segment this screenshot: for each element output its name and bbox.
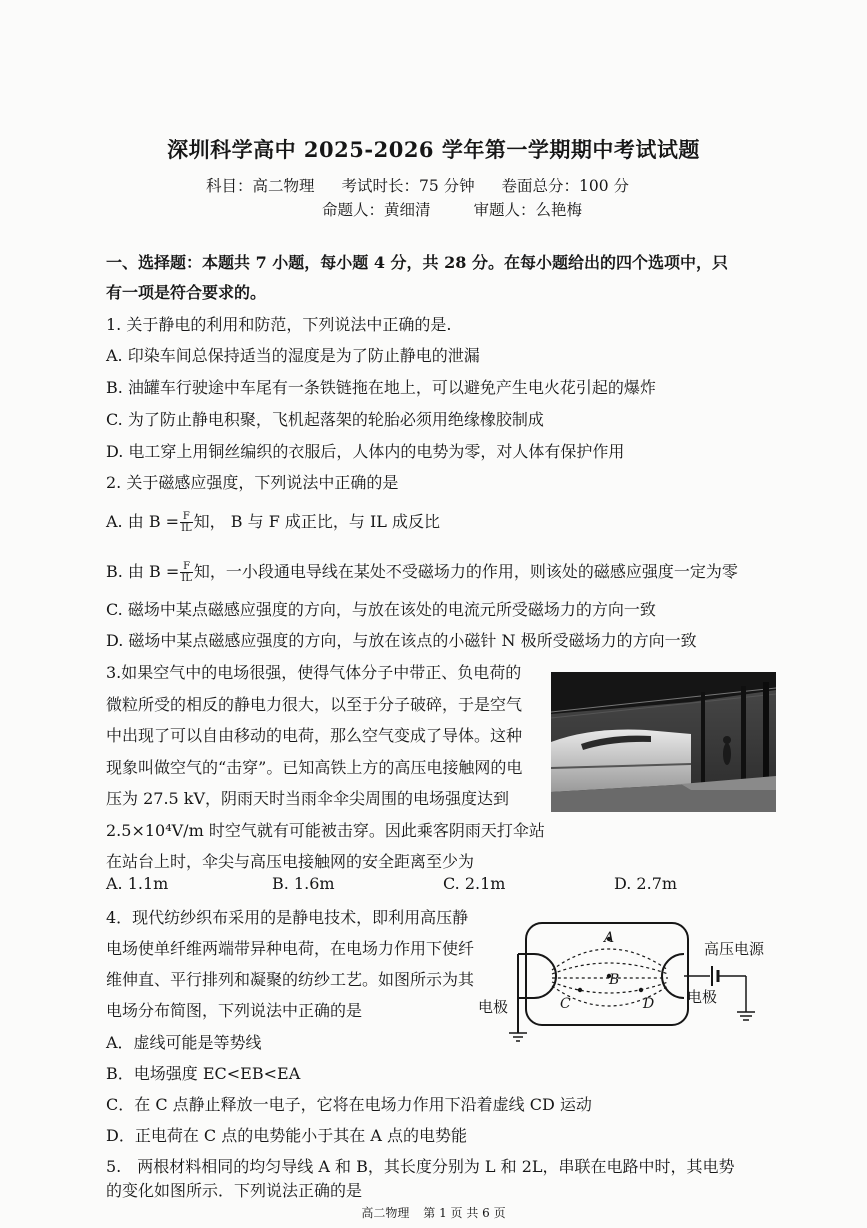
q3-option-a: A. 1.1m xyxy=(106,874,169,893)
q3-option-c: C. 2.1m xyxy=(443,874,506,893)
fraction-denominator: IL xyxy=(181,573,192,584)
q2-option-b-suffix: 知，一小段通电导线在某处不受磁场力的作用，则该处的磁感应强度一定为零 xyxy=(193,562,738,581)
left-electrode-label: 电极 xyxy=(478,998,509,1016)
q5-line1: 5. 两根材料相同的均匀导线 A 和 B，其长度分别为 L 和 2L，串联在电路中时，其电势 xyxy=(106,1157,735,1176)
fraction-numerator: F xyxy=(180,561,193,573)
point-a-label: A xyxy=(604,930,615,946)
q4-line: 电场使单纤维两端带异种电荷，在电场力作用下使纤 xyxy=(106,939,475,958)
section-intro-line1: 一、选择题：本题共 7 小题，每小题 4 分，共 28 分。在每小题给出的四个选项中，只 xyxy=(106,253,728,272)
q2-formula-fraction xyxy=(180,561,193,584)
q3-line: 2.5×10⁴V/m 时空气就有可能被击穿。因此乘客阴雨天打伞站 xyxy=(106,821,545,840)
q2-option-a-prefix: A. 由 B = xyxy=(106,512,180,531)
q1-option-c: C. 为了防止静电积聚，飞机起落架的轮胎必须用绝缘橡胶制成 xyxy=(106,410,544,429)
q4-line: 维伸直、平行排列和凝聚的纺纱工艺。如图所示为其 xyxy=(106,970,475,989)
exam-meta-line1 xyxy=(206,174,651,196)
q4-line: 4．现代纺纱织布采用的是静电技术，即利用高压静 xyxy=(106,908,469,927)
q2-option-a-suffix: 知， B 与 F 成正比，与 IL 成反比 xyxy=(193,512,440,531)
q4-option-b: B．电场强度 EC<EB<EA xyxy=(106,1064,301,1083)
q2-option-b xyxy=(106,559,738,584)
q4-line: 电场分布简图，下列说法中正确的是 xyxy=(106,1001,363,1020)
point-d-label: D xyxy=(643,996,655,1012)
q3-line: 现象叫做空气的“击穿”。已知高铁上方的高压电接触网的电 xyxy=(106,758,523,777)
field-lines-svg xyxy=(478,918,778,1043)
q1-option-b: B. 油罐车行驶途中车尾有一条铁链拖在地上，可以避免产生电火花引起的爆炸 xyxy=(106,378,656,397)
q2-stem: 2. 关于磁感应强度，下列说法中正确的是 xyxy=(106,473,399,492)
q5-line2: 的变化如图所示．下列说法正确的是 xyxy=(106,1181,363,1200)
exam-meta-line2 xyxy=(322,198,620,220)
q1-option-a: A. 印染车间总保持适当的湿度是为了防止静电的泄漏 xyxy=(106,346,480,365)
q2-formula-fraction xyxy=(180,511,193,534)
section-intro-line2: 有一项是符合要求的。 xyxy=(106,283,267,302)
page-footer xyxy=(0,1204,867,1221)
reviewer-label: 审题人：么艳梅 xyxy=(473,201,582,219)
q3-line: 微粒所受的相反的静电力很大，以至于分子破碎，于是空气 xyxy=(106,695,523,714)
footer-subject: 高二物理 xyxy=(361,1206,410,1220)
q2-option-a xyxy=(106,509,440,534)
total-score-label: 卷面总分：100 分 xyxy=(501,177,630,195)
q4-option-a: A．虚线可能是等势线 xyxy=(106,1033,262,1052)
right-electrode-label: 电极 xyxy=(687,988,718,1006)
q1-option-d: D. 电工穿上用铜丝编织的衣服后，人体内的电势为零，对人体有保护作用 xyxy=(106,442,625,461)
electric-field-diagram xyxy=(478,918,778,1043)
q3-line: 压为 27.5 kV，阴雨天时当雨伞伞尖周围的电场强度达到 xyxy=(106,789,510,808)
footer-page-number: 第 1 页 共 6 页 xyxy=(423,1206,506,1220)
q3-option-d: D. 2.7m xyxy=(614,874,678,893)
high-speed-train-photo xyxy=(551,672,776,812)
point-b-label: B xyxy=(609,972,620,988)
q3-line: 3.如果空气中的电场很强，使得气体分子中带正、负电荷的 xyxy=(106,663,522,682)
power-source-label: 高压电源 xyxy=(704,940,765,958)
author-label: 命题人：黄细清 xyxy=(322,201,431,219)
q2-option-b-prefix: B. 由 B = xyxy=(106,562,180,581)
train-station-image xyxy=(551,672,776,812)
q4-option-d: D．正电荷在 C 点的电势能小于其在 A 点的电势能 xyxy=(106,1126,467,1145)
subject-label: 科目：高二物理 xyxy=(206,177,315,195)
q2-option-d: D. 磁场中某点磁感应强度的方向，与放在该点的小磁针 N 极所受磁场力的方向一致 xyxy=(106,631,697,650)
duration-label: 考试时长：75 分钟 xyxy=(341,177,475,195)
fraction-denominator: IL xyxy=(181,523,192,534)
q3-line: 中出现了可以自由移动的电荷，那么空气变成了导体。这种 xyxy=(106,726,523,745)
q3-line: 在站台上时，伞尖与高压电接触网的安全距离至少为 xyxy=(106,852,475,871)
fraction-numerator: F xyxy=(180,511,193,523)
q1-stem: 1. 关于静电的利用和防范，下列说法中正确的是. xyxy=(106,315,452,334)
q3-option-b: B. 1.6m xyxy=(272,874,335,893)
point-c-label: C xyxy=(560,996,571,1012)
q4-option-c: C．在 C 点静止释放一电子，它将在电场力作用下沿着虚线 CD 运动 xyxy=(106,1095,592,1114)
exam-title: 深圳科学高中 2025-2026 学年第一学期期中考试试题 xyxy=(167,137,700,162)
q2-option-c: C. 磁场中某点磁感应强度的方向，与放在该处的电流元所受磁场力的方向一致 xyxy=(106,600,656,619)
